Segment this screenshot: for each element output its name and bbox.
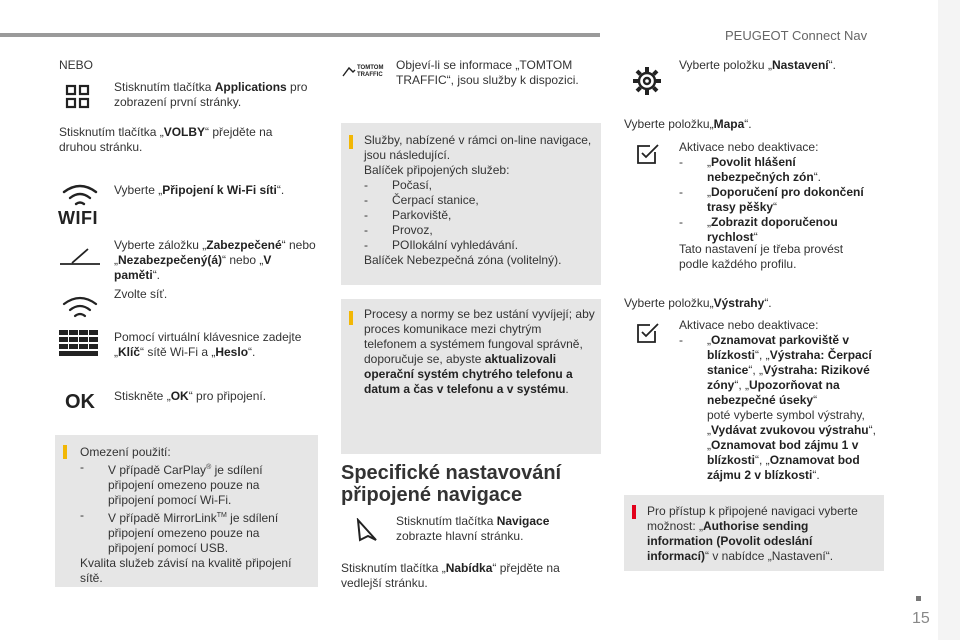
map-option: - „Zobrazit doporučenou rychlost“ — [679, 215, 879, 245]
edit-field-icon — [58, 246, 102, 268]
service-item: - Provoz, — [364, 223, 594, 238]
page-header-title: PEUGEOT Connect Nav — [725, 28, 868, 43]
header-rule — [0, 33, 600, 37]
checkbox-icon — [636, 322, 660, 344]
services-intro: Služby, nabízené v rámci on-line navigace, jsou následující. — [364, 133, 592, 162]
smartphone-update-note — [341, 299, 601, 454]
wifi-icon — [58, 180, 102, 229]
tomtom-availability-text: Objeví-li se informace „TOMTOM TRAFFIC“, jsou služby k dispozici. — [396, 58, 579, 87]
options-instruction: Stisknutím tlačítka „VOLBY“ přejděte na druhou stránku. — [59, 125, 273, 154]
navigation-arrow-icon — [356, 518, 378, 542]
network-instruction: Zvolte síť. — [114, 287, 168, 301]
usage-limits-note — [55, 435, 318, 587]
settings-gear-icon — [632, 66, 662, 96]
ok-instruction: Stiskněte „OK“ pro připojení. — [114, 389, 267, 403]
checkbox-icon — [636, 143, 660, 165]
map-option: - „Doporučení pro dokončení trasy pěšky“ — [679, 185, 879, 215]
warning-marker-icon — [632, 505, 636, 519]
map-options — [679, 140, 879, 245]
wifi-signal-icon — [60, 294, 100, 322]
info-marker-icon — [63, 445, 67, 459]
alerts-instruction: Vyberte položku„Výstrahy“. — [624, 296, 772, 310]
service-item: - POIlokální vyhledávání. — [364, 238, 594, 253]
activation-title: Aktivace nebo deaktivace: — [679, 140, 819, 154]
tomtom-logo-line2: TRAFFIC — [357, 72, 383, 78]
alert-option-list: - „Oznamovat parkoviště v blízkosti“, „Výstraha: Čerpací stanice“, „Výstraha: Rizikové zóny“, „Upozorňovat na nebezpečné úseky“ — [679, 333, 884, 408]
service-item: - Počasí, — [364, 178, 594, 193]
ok-icon: OK — [65, 391, 95, 413]
note-footer: Kvalita služeb závisí na kvalitě připojení sítě. — [80, 556, 292, 585]
services-pack: Balíček připojených služeb: — [364, 163, 510, 177]
key-password-instruction: Pomocí virtuální klávesnice zadejte „Klíč“ sítě Wi-Fi a „Heslo“. — [114, 330, 302, 359]
applications-grid-icon — [65, 84, 91, 110]
info-marker-icon — [349, 135, 353, 149]
authorisation-warning — [624, 495, 884, 571]
alert-option-continuation: poté vyberte symbol výstrahy, „Vydávat zvukovou výstrahu“, „Oznamovat bod zájmu 1 v blízkosti“, „Oznamovat bod zájmu 2 v blízkosti“. — [707, 408, 876, 482]
menu-instruction: Stisknutím tlačítka „Nabídka“ přejděte na vedlejší stránku. — [341, 561, 560, 590]
map-instruction: Vyberte položku„Mapa“. — [624, 117, 752, 131]
security-tab-instruction: Vyberte záložku „Zabezpečené“ nebo „Nezabezpečený(á)“ nebo „V paměti“. — [114, 238, 316, 282]
activation-title: Aktivace nebo deaktivace: — [679, 318, 819, 332]
wifi-instruction: Vyberte „Připojení k Wi-Fi síti“. — [114, 183, 285, 197]
profile-note: Tato nastavení je třeba provést podle každého profilu. — [679, 242, 844, 271]
or-label: NEBO — [59, 58, 94, 72]
page-margin — [938, 0, 960, 640]
note-title: Omezení použití: — [80, 445, 171, 459]
services-note — [341, 123, 601, 285]
end-mark — [916, 596, 921, 601]
authorisation-text: Pro přístup k připojené navigaci vyberte možnost: „Authorise sending information (Povolit odeslání informací)“ v nabídce „Nastavení“. — [647, 504, 858, 563]
update-advice: Procesy a normy se bez ustání vyvíjejí; aby proces komunikace mezi chytrým telefonem a systémem fungoval správně, doporučuje se, abyste aktualizovali operační systém chytrého telefonu a datum a čas v telefonu a v systému. — [364, 307, 595, 396]
service-item: - Čerpací stanice, — [364, 193, 594, 208]
keyboard-icon — [59, 330, 99, 356]
settings-instruction: Vyberte položku „Nastavení“. — [679, 58, 836, 72]
services-footer: Balíček Nebezpečná zóna (volitelný). — [364, 253, 562, 267]
applications-instruction: Stisknutím tlačítka Applications pro zobrazení první stránky. — [114, 80, 308, 109]
info-marker-icon — [349, 311, 353, 325]
navigation-instruction: Stisknutím tlačítka Navigace zobrazte hlavní stránku. — [396, 514, 550, 543]
service-item: - Parkoviště, — [364, 208, 594, 223]
note-item-mirrorlink: - V případě MirrorLink™ je sdílení připojení omezeno pouze na připojení pomocí USB. — [80, 508, 308, 556]
tomtom-traffic-logo — [341, 64, 391, 83]
tomtom-logo-line1: TOMTOM — [357, 65, 384, 71]
note-item-carplay: - V případě CarPlay® je sdílení připojení omezeno pouze na připojení pomocí Wi-Fi. — [80, 460, 308, 508]
alert-options — [679, 318, 884, 483]
wifi-icon-label: WIFI — [58, 208, 98, 228]
section-title: Specifické nastavování připojené navigace — [341, 462, 562, 506]
map-option: - „Povolit hlášení nebezpečných zón“. — [679, 155, 879, 185]
page-number: 15 — [912, 610, 930, 627]
